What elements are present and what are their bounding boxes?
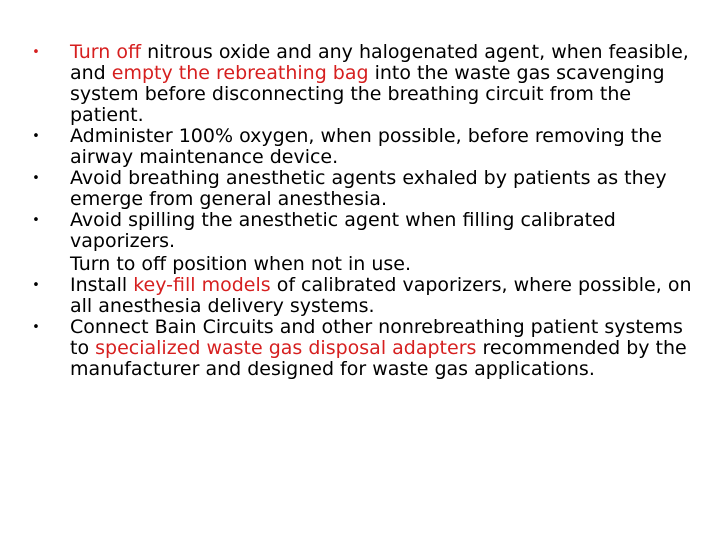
- body-text: of calibrated vaporizers, where possible, on all anesthesia delivery systems.: [70, 274, 692, 317]
- bullet-item: [28, 42, 698, 126]
- bullet-marker: •: [32, 129, 40, 144]
- body-text: nitrous oxide and any halogenated agent, when feasible, and: [70, 41, 689, 84]
- bullet-marker: •: [32, 45, 40, 60]
- body-text: recommended by the manufacturer and designed for waste gas applications.: [70, 337, 687, 380]
- body-text: Avoid spilling the anesthetic agent when filling calibrated vaporizers.: [70, 209, 616, 252]
- bullet-list: [28, 42, 698, 380]
- body-text: Connect Bain Circuits and other nonrebreathing patient systems to: [70, 316, 683, 359]
- bullet-item: [28, 168, 698, 210]
- bullet-item: [28, 210, 698, 252]
- body-text: Administer 100% oxygen, when possible, before removing the airway maintenance device.: [70, 125, 662, 168]
- bullet-item: [28, 275, 698, 317]
- bullet-marker: •: [32, 278, 40, 293]
- bullet-marker: •: [32, 320, 40, 335]
- bullet-item: [28, 317, 698, 380]
- body-text: into the waste gas scavenging system before disconnecting the breathing circuit from the patient.: [70, 62, 665, 126]
- bullet-marker: •: [32, 213, 40, 228]
- bullet-item: [28, 126, 698, 168]
- highlighted-text: empty the rebreathing bag: [111, 62, 369, 84]
- bullet-marker: •: [32, 171, 40, 186]
- body-text: Avoid breathing anesthetic agents exhaled by patients as they emerge from general anesthesia.: [70, 167, 667, 210]
- highlighted-text: key-fill models: [133, 274, 271, 296]
- body-text: Install: [70, 274, 134, 296]
- continuation-line: Turn to off position when not in use.: [70, 253, 412, 275]
- highlighted-text: Turn off: [70, 41, 142, 63]
- highlighted-text: specialized waste gas disposal adapters: [95, 337, 477, 359]
